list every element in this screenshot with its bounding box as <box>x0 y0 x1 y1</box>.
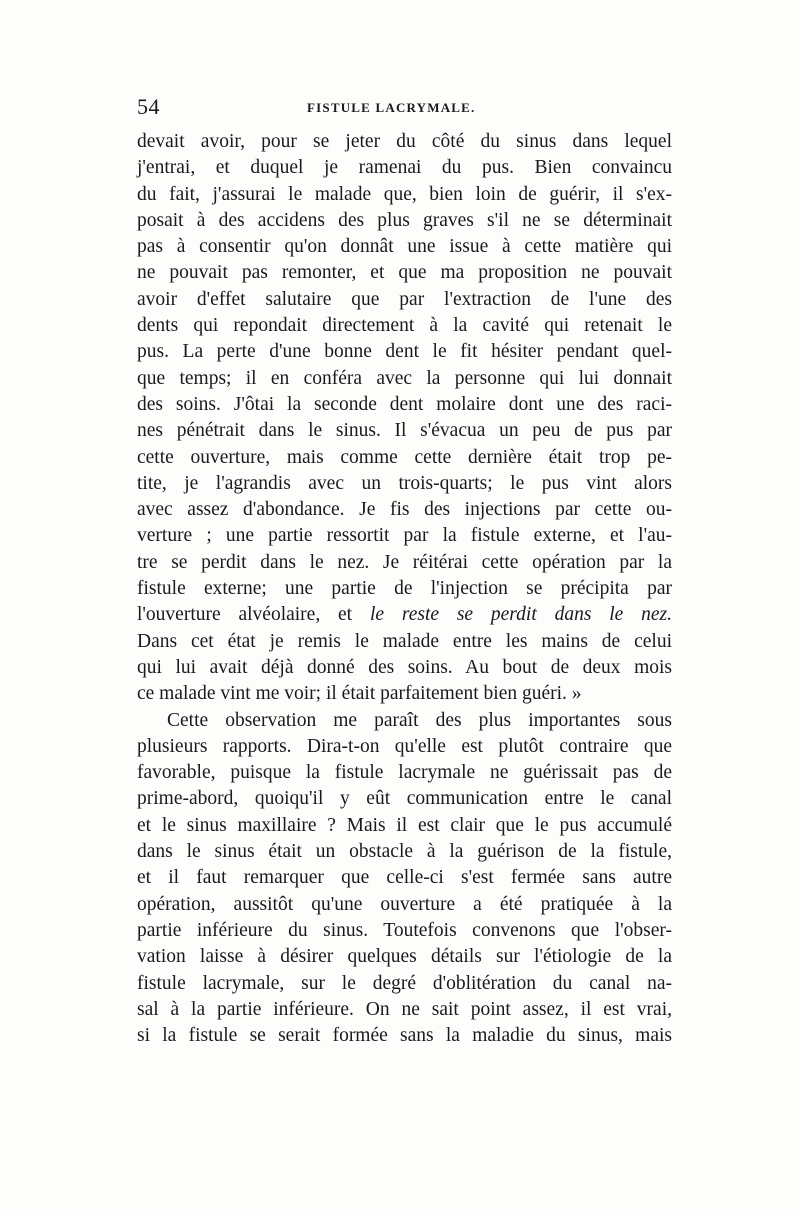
text-line: pus. La perte d'une bonne dent le fit hésiter pendant quel- <box>137 341 672 363</box>
italic-segment: le reste se perdit dans le nez. <box>369 604 672 626</box>
text-line: qui lui avait déjà donné des soins. Au bout de deux mois <box>137 656 672 678</box>
text-line: verture ; une partie ressortit par la fistule externe, et l'au- <box>137 525 672 547</box>
text-line: pas à consentir qu'on donnât une issue à cette matière qui <box>137 236 672 258</box>
text-line: devait avoir, pour se jeter du côté du sinus dans lequel <box>137 131 672 152</box>
paragraph-start-line: Cette observation me paraît des plus importantes sous <box>167 709 672 731</box>
text-line: plusieurs rapports. Dira-t-on qu'elle est plutôt contraire que <box>137 735 672 757</box>
text-line: prime-abord, quoiqu'il y eût communication entre le canal <box>137 788 672 810</box>
text-line: favorable, puisque la fistule lacrymale ne guérissait pas de <box>137 762 672 784</box>
quote-end-line: ce malade vint me voir; il était parfaitement bien guéri. » <box>137 683 582 705</box>
running-title: FISTULE LACRYMALE. <box>307 100 476 115</box>
text-line: vation laisse à désirer quelques détails sur l'étiologie de la <box>137 946 672 968</box>
page-number: 54 <box>137 94 160 119</box>
text-line: ne pouvait pas remonter, et que ma proposition ne pouvait <box>137 262 672 284</box>
text-line: tre se perdit dans le nez. Je réitérai cette opération par la <box>137 551 672 573</box>
text-line: que temps; il en conféra avec la personne qui lui donnait <box>137 367 672 389</box>
text-line: sal à la partie inférieure. On ne sait point assez, il est vrai, <box>137 998 672 1020</box>
text-line: si la fistule se serait formée sans la maladie du sinus, mais <box>137 1025 672 1047</box>
text-line: cette ouverture, mais comme cette dernière était trop pe- <box>137 446 672 468</box>
text-line: dents qui repondait directement à la cavité qui retenait le <box>137 315 672 337</box>
text-line: partie inférieure du sinus. Toutefois convenons que l'obser- <box>137 919 672 941</box>
body-text <box>137 129 672 1049</box>
text-line: avec assez d'abondance. Je fis des injections par cette ou- <box>137 499 672 521</box>
text-line: opération, aussitôt qu'une ouverture a été pratiquée à la <box>137 893 672 915</box>
text-line-italic-ending <box>137 602 672 628</box>
text-line: et le sinus maxillaire ? Mais il est clair que le pus accumulé <box>137 814 672 836</box>
text-line: j'entrai, et duquel je ramenai du pus. Bien convaincu <box>137 157 672 179</box>
text-line: dans le sinus était un obstacle à la guérison de la fistule, <box>137 841 672 863</box>
text-line: du fait, j'assurai le malade que, bien loin de guérir, il s'ex- <box>137 183 672 205</box>
text-line: nes pénétrait dans le sinus. Il s'évacua un peu de pus par <box>137 420 672 442</box>
text-line: des soins. J'ôtai la seconde dent molaire dont une des raci- <box>137 393 672 415</box>
text-line: avoir d'effet salutaire que par l'extraction de l'une des <box>137 288 672 310</box>
text-line: tite, je l'agrandis avec un trois-quarts; le pus vint alors <box>137 472 672 494</box>
text-segment: l'ouverture alvéolaire, et <box>137 604 370 626</box>
text-line: fistule externe; une partie de l'injection se précipita par <box>137 578 672 600</box>
text-line: Dans cet état je remis le malade entre les mains de celui <box>137 630 672 652</box>
text-line: et il faut remarquer que celle-ci s'est fermée sans autre <box>137 867 672 889</box>
text-line: fistule lacrymale, sur le degré d'oblitération du canal na- <box>137 972 672 994</box>
running-head <box>137 94 672 124</box>
text-line: posait à des accidens des plus graves s'il ne se déterminait <box>137 209 672 231</box>
